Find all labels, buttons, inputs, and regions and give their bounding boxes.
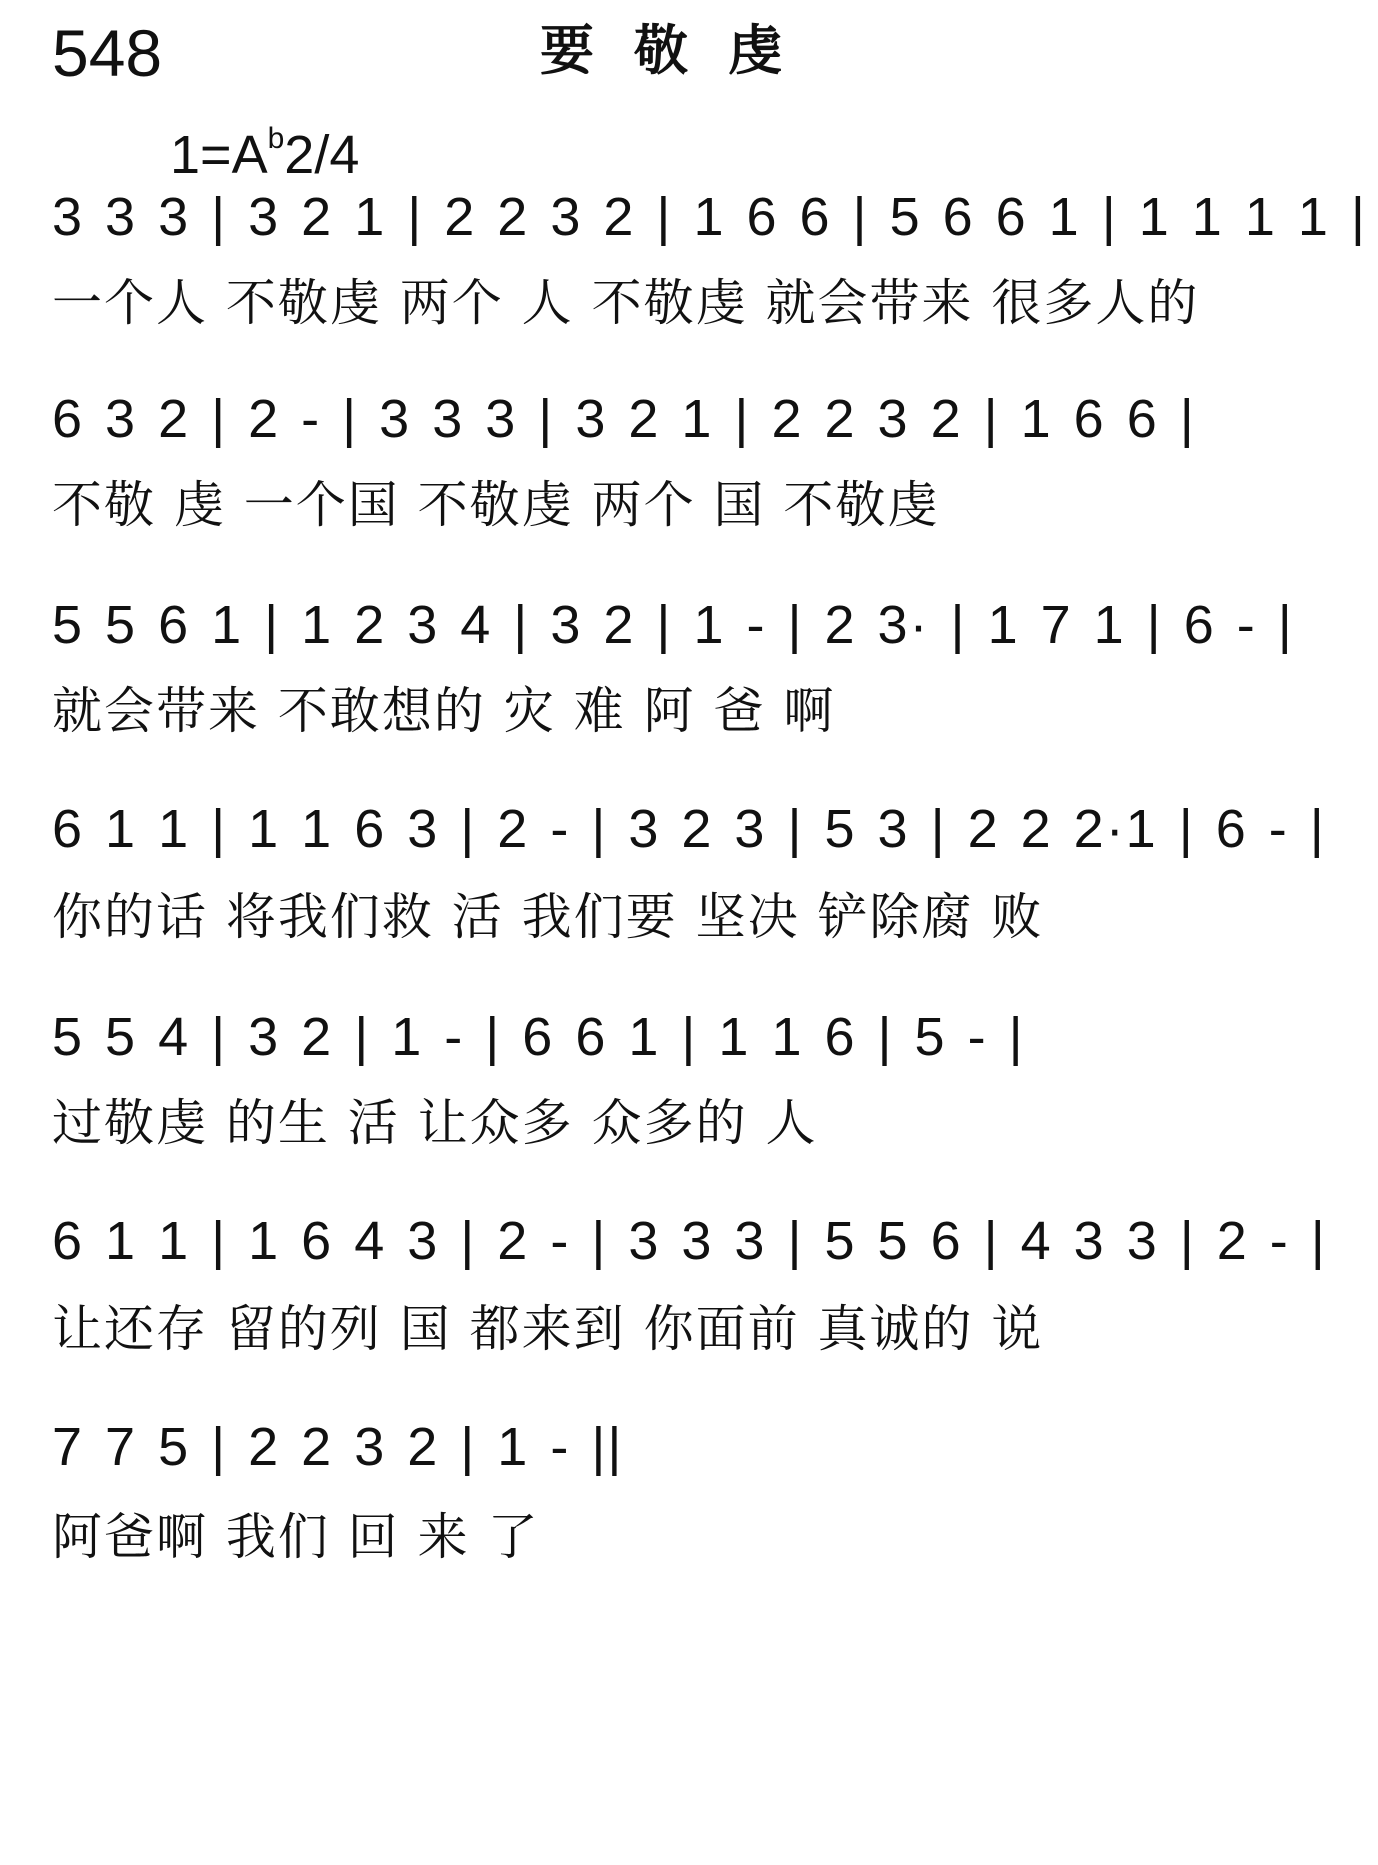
notation-line-5: 5 5 4 | 3 2 | 1 - | 6 6 1 | 1 1 6 | 5 - | bbox=[52, 1007, 1025, 1067]
lyric-line-2: 不敬 虔 一个国 不敬虔 两个 国 不敬虔 bbox=[52, 476, 940, 534]
notation-line-2: 6 3 2 | 2 - | 3 3 3 | 3 2 1 | 2 2 3 2 | 1 6 6 | bbox=[52, 389, 1196, 449]
lyric-line-3: 就会带来 不敢想的 灾 难 阿 爸 啊 bbox=[52, 682, 836, 740]
lyric-line-1: 一个人 不敬虔 两个 人 不敬虔 就会带来 很多人的 bbox=[52, 274, 1200, 332]
song-title: 要敬虔 bbox=[540, 19, 822, 82]
notation-line-6: 6 1 1 | 1 6 4 3 | 2 - | 3 3 3 | 5 5 6 | 4 3 3 | 2 - | bbox=[52, 1211, 1327, 1271]
key-signature bbox=[170, 122, 360, 185]
key-flat: b bbox=[267, 122, 285, 155]
lyric-line-6: 让还存 留的列 国 都来到 你面前 真诚的 说 bbox=[52, 1300, 1044, 1358]
notation-line-1: 3 3 3 | 3 2 1 | 2 2 3 2 | 1 6 6 | 5 6 6 1 | 1 1 1 1 | bbox=[52, 187, 1367, 247]
lyric-line-7: 阿爸啊 我们 回 来 了 bbox=[52, 1508, 540, 1566]
lyric-line-4: 你的话 将我们救 活 我们要 坚决 铲除腐 败 bbox=[52, 888, 1044, 946]
notation-line-4: 6 1 1 | 1 1 6 3 | 2 - | 3 2 3 | 5 3 | 2 2 2·1 | 6 - | bbox=[52, 799, 1326, 859]
key-label: 1=A bbox=[170, 125, 268, 185]
notation-line-3: 5 5 6 1 | 1 2 3 4 | 3 2 | 1 - | 2 3· | 1 7 1 | 6 - | bbox=[52, 595, 1294, 655]
lyric-line-5: 过敬虔 的生 活 让众多 众多的 人 bbox=[52, 1094, 818, 1152]
notation-line-7: 7 7 5 | 2 2 3 2 | 1 - || bbox=[52, 1417, 624, 1477]
time-signature: 2/4 bbox=[284, 125, 360, 185]
song-number: 548 bbox=[52, 16, 163, 90]
